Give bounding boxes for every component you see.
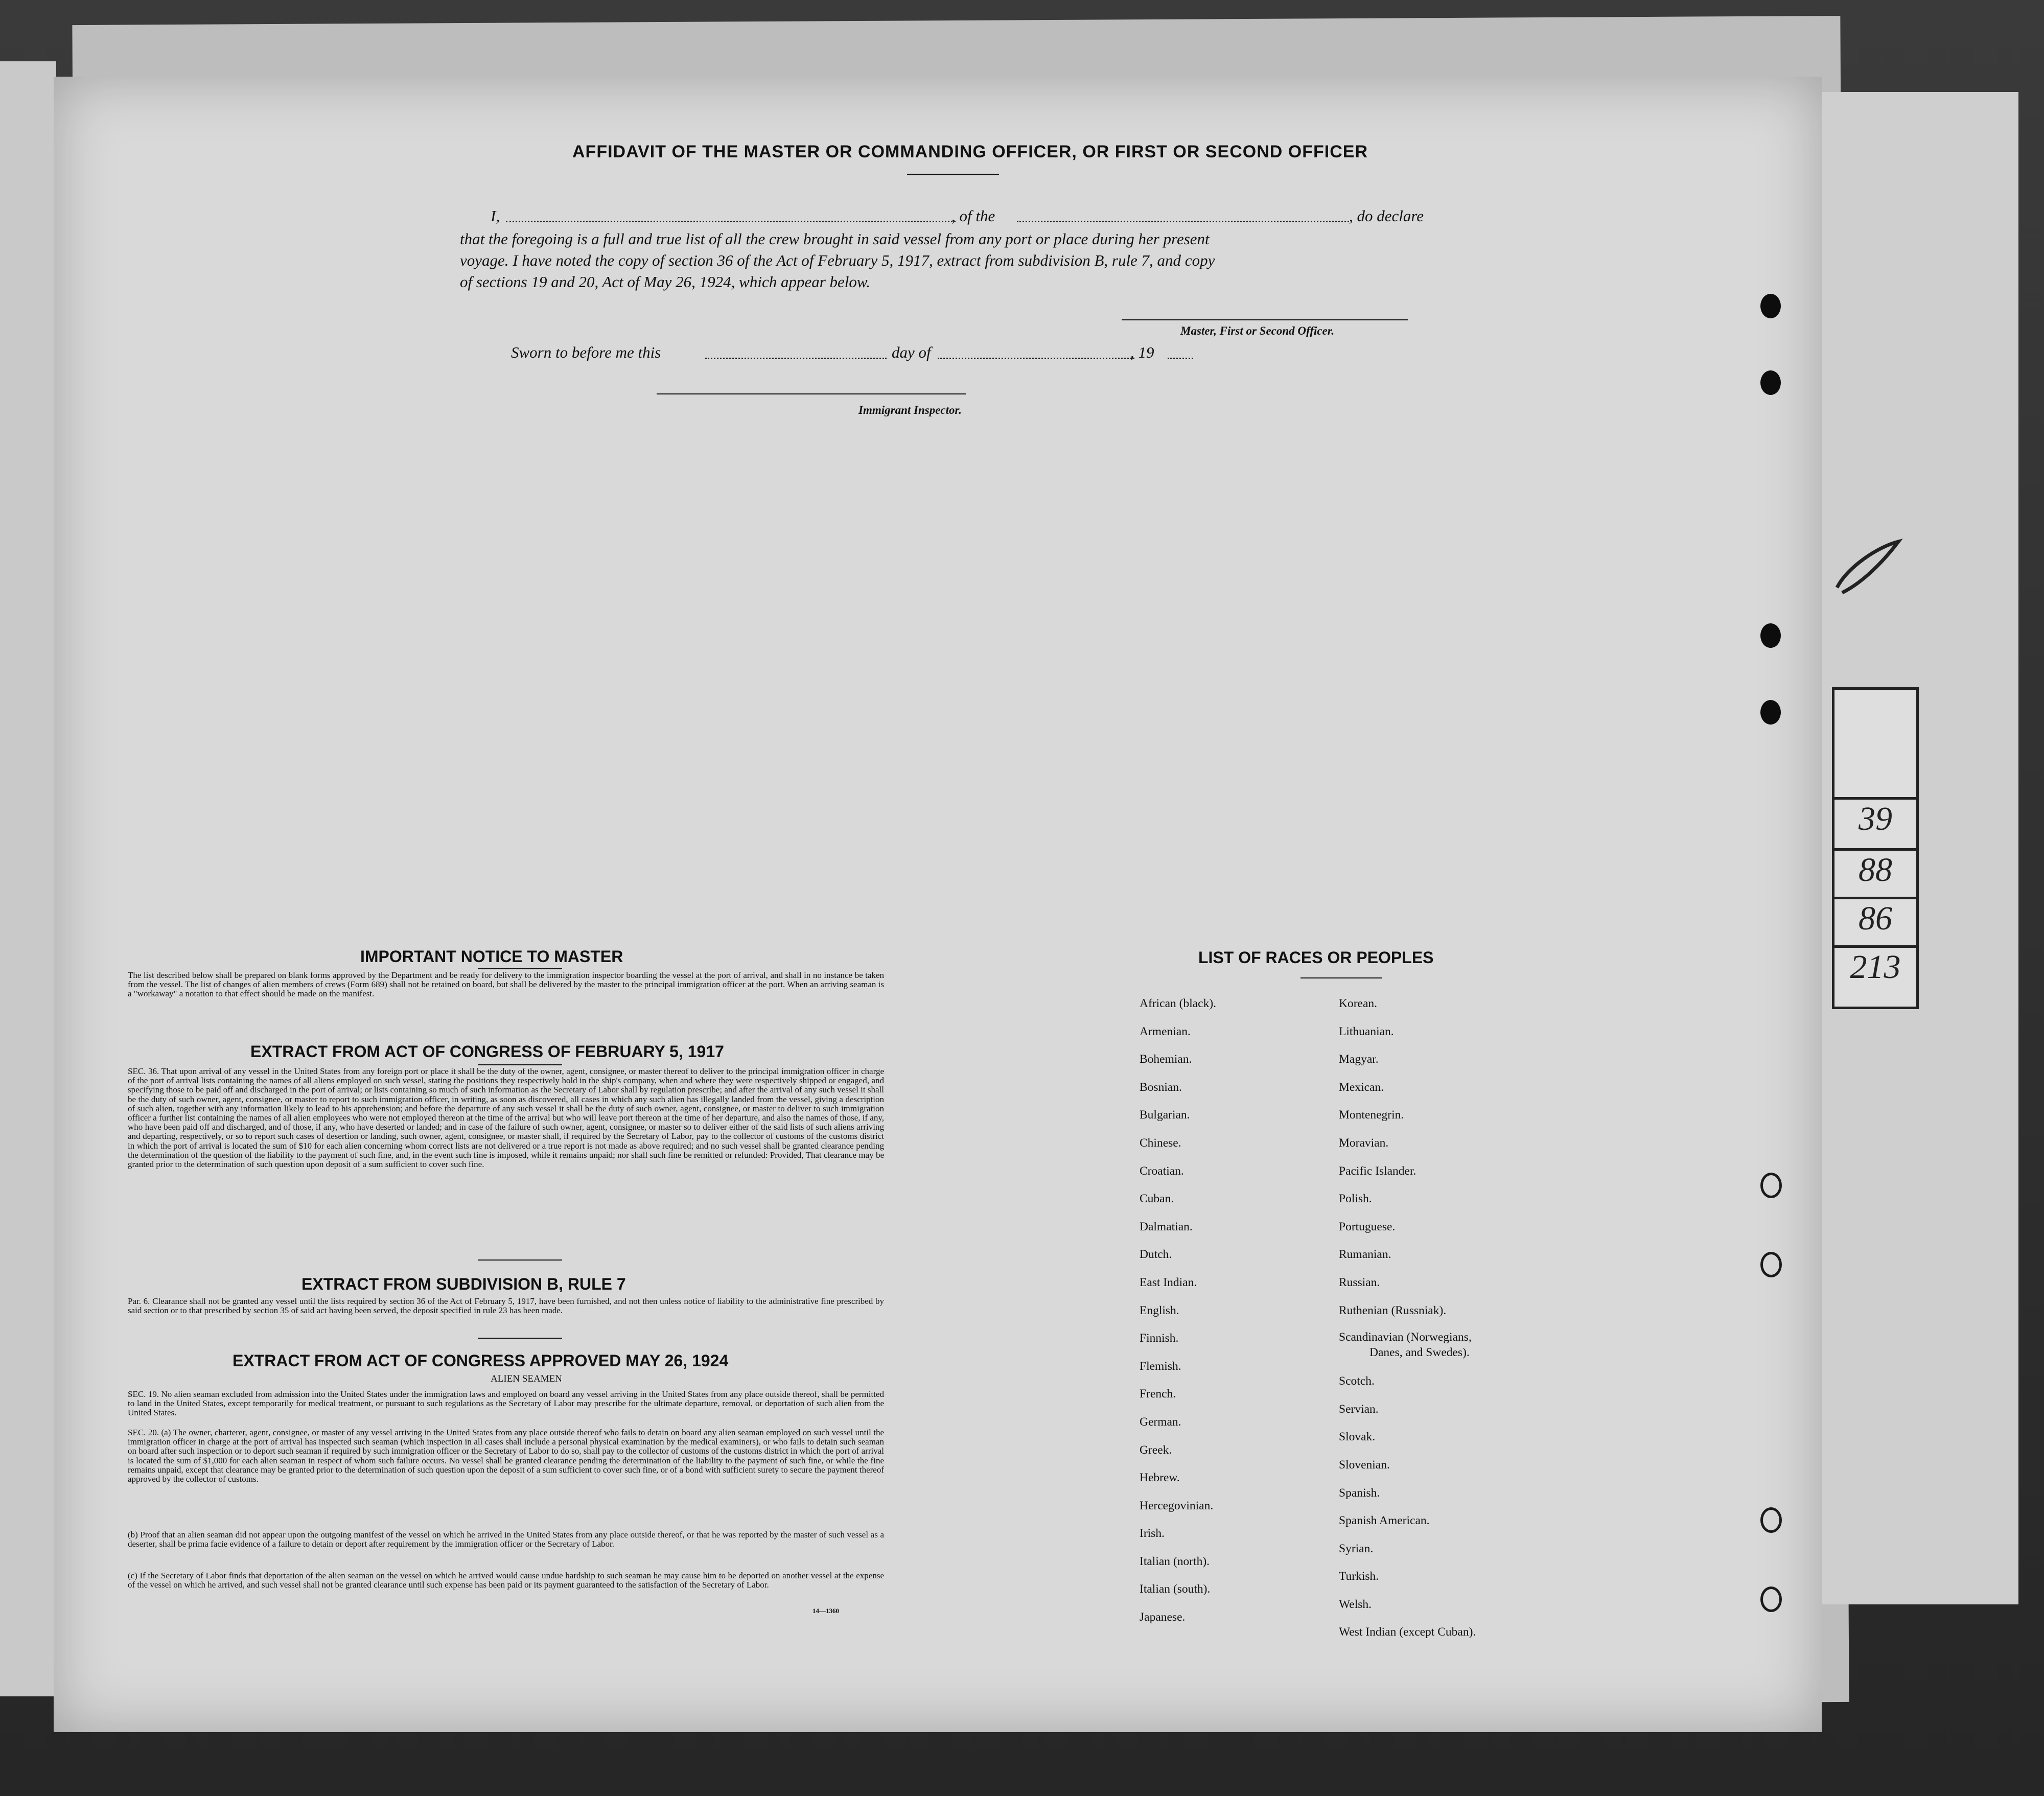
notice-rule — [478, 968, 562, 969]
affidavit-line-4: of sections 19 and 20, Act of May 26, 1924, which appear below. — [460, 273, 871, 291]
year-blank — [1168, 358, 1193, 359]
race-item: German. — [1140, 1415, 1181, 1429]
race-item: Moravian. — [1339, 1136, 1389, 1150]
race-item: Bulgarian. — [1140, 1108, 1190, 1122]
punch-hole — [1760, 294, 1781, 318]
affidavit-title: AFFIDAVIT OF THE MASTER OR COMMANDING OFFICER, OR FIRST OR SECOND OFFICER — [572, 142, 1368, 161]
race-item: Armenian. — [1140, 1024, 1191, 1038]
race-item: Greek. — [1140, 1443, 1172, 1457]
vessel-blank — [1017, 221, 1349, 222]
margin-note-4: 213 — [1834, 945, 1916, 1004]
act1917-rule — [478, 1064, 562, 1065]
race-item: Ruthenian (Russniak). — [1339, 1303, 1447, 1317]
underlying-page-left — [0, 61, 56, 1696]
act1917-title: EXTRACT FROM ACT OF CONGRESS OF FEBRUARY 5, 1917 — [250, 1042, 724, 1061]
punch-hole — [1760, 370, 1781, 395]
affidavit-line-2: that the foregoing is a full and true list of all the crew brought in said vessel from any port or place during her present — [460, 230, 1210, 248]
punch-hole — [1760, 623, 1781, 648]
race-item: Dalmatian. — [1140, 1220, 1193, 1233]
day-of-label: day of — [892, 343, 931, 361]
race-item: Danes, and Swedes). — [1369, 1346, 1470, 1360]
margin-note-2: 88 — [1834, 848, 1916, 899]
races-column-2 — [1339, 990, 1476, 1646]
race-item: African (black). — [1140, 997, 1217, 1010]
race-item: West Indian (except Cuban). — [1339, 1625, 1476, 1639]
race-item: Scandinavian (Norwegians, — [1339, 1331, 1472, 1344]
punch-hole — [1760, 700, 1781, 725]
race-item: Dutch. — [1140, 1248, 1172, 1262]
title-underline — [907, 174, 999, 175]
race-item: Hercegovinian. — [1140, 1499, 1214, 1512]
sworn-day-blank — [705, 358, 887, 359]
inspector-label: Immigrant Inspector. — [858, 404, 962, 416]
notice-title: IMPORTANT NOTICE TO MASTER — [360, 947, 623, 966]
race-item: Turkish. — [1339, 1570, 1379, 1583]
rule7-text: Par. 6. Clearance shall not be granted any vessel until the lists required by section 36 of the Act of February 5, 1917, have been furnished, and not then unless notice of liability to the administrative fine prescribed by said section or to that prescribed by section 35 of said act having been served, the deposit specified in rule 23 has been made. — [128, 1296, 884, 1316]
race-item: Pacific Islander. — [1339, 1164, 1416, 1178]
race-item: Cuban. — [1140, 1192, 1174, 1206]
race-item: Lithuanian. — [1339, 1024, 1394, 1038]
race-item: Korean. — [1339, 997, 1378, 1010]
form-number: 14—1360 — [812, 1607, 839, 1615]
punch-hole — [1760, 1587, 1782, 1612]
punch-hole — [1760, 1173, 1782, 1198]
inspector-signature-line — [657, 393, 966, 394]
notice-text: The list described below shall be prepared on blank forms approved by the Department and be ready for delivery to the immigration inspector boarding the vessel at the port of arrival, and shall in no instance be taken from the vessel. The list of changes of alien members of crews (Form 689) shall not be retained on board, but shall be delivered by the master to the principal immigration officer at the port. When an arriving seaman is a "workaway" a notation to that effect should be made on the manifest. — [128, 970, 884, 999]
punch-hole — [1760, 1252, 1782, 1277]
race-item: Italian (north). — [1140, 1554, 1210, 1568]
race-item: Flemish. — [1140, 1359, 1181, 1373]
margin-note-3: 86 — [1834, 897, 1916, 948]
race-item: Irish. — [1140, 1527, 1165, 1541]
race-item: Bohemian. — [1140, 1053, 1192, 1066]
act1924-sec19: SEC. 19. No alien seaman excluded from admission into the United States under the immigration laws and employed on board any vessel arriving in the United States from any place outside thereof, shall be permitted to land in the United States, except temporarily for medical treatment, or pursuant to such regulations as the Secretary of Labor may prescribe for the ultimate departure, removal, or deportation of such alien from the United States. — [128, 1389, 884, 1418]
race-item: Spanish. — [1339, 1486, 1380, 1500]
sworn-label: Sworn to before me this — [511, 343, 661, 361]
race-item: Hebrew. — [1140, 1471, 1180, 1485]
races-rule — [1300, 977, 1382, 978]
race-item: Bosnian. — [1140, 1080, 1182, 1094]
race-item: Servian. — [1339, 1402, 1379, 1416]
race-item: Japanese. — [1140, 1611, 1186, 1624]
race-item: English. — [1140, 1303, 1179, 1317]
affidavit-declare: , do declare — [1349, 207, 1424, 225]
affidavit-i: I, — [491, 207, 500, 225]
race-item: Syrian. — [1339, 1542, 1374, 1555]
rule7-top-rule — [478, 1259, 562, 1261]
race-item: Welsh. — [1339, 1597, 1372, 1611]
race-item: Rumanian. — [1339, 1248, 1391, 1262]
master-signature-line — [1122, 319, 1408, 320]
race-item: French. — [1140, 1387, 1176, 1401]
name-blank — [506, 221, 956, 222]
races-title: LIST OF RACES OR PEOPLES — [1198, 948, 1434, 967]
race-item: Chinese. — [1140, 1136, 1181, 1150]
race-item: Italian (south). — [1140, 1582, 1211, 1596]
races-column-1 — [1140, 990, 1216, 1631]
race-item: Magyar. — [1339, 1053, 1379, 1066]
race-item: Russian. — [1339, 1275, 1380, 1289]
race-item: East Indian. — [1140, 1275, 1197, 1289]
race-item: Slovak. — [1339, 1430, 1376, 1444]
margin-tally-box — [1832, 687, 1919, 1009]
race-item: Polish. — [1339, 1192, 1372, 1206]
month-blank — [938, 358, 1134, 359]
race-item: Scotch. — [1339, 1374, 1375, 1388]
race-item: Mexican. — [1339, 1080, 1384, 1094]
act1924-top-rule — [478, 1338, 562, 1339]
affidavit-line-3: voyage. I have noted the copy of section 36 of the Act of February 5, 1917, extract from subdivision B, rule 7, and copy — [460, 251, 1215, 269]
race-item: Portuguese. — [1339, 1220, 1396, 1233]
race-item: Finnish. — [1140, 1332, 1179, 1345]
act1924-subtitle: ALIEN SEAMEN — [491, 1373, 562, 1384]
margin-note-1: 39 — [1834, 797, 1916, 851]
act1924-sec20a: SEC. 20. (a) The owner, charterer, agent, consignee, or master of any vessel arriving in the United States from any place outside thereof who fails to detain on board any alien seaman employed on such vessel until the immigration officer in charge at the port of arrival has inspected such seaman (which inspection in all cases shall include a personal physical examination by the medical examiners), or who fails to detain such seaman on board after such inspection or to deport such seaman if required by such immigration officer or the Secretary of Labor to do so, shall pay to the collector of customs of the customs district in which the port of arrival is located the sum of $1,000 for each alien seaman in respect of whom such failure occurs. No vessel shall be granted clearance pending the determination of the liability to the payment of such fine, or while the fine remains unpaid, except that clearance may be granted prior to the determination of such question upon the deposit of a sum sufficient to cover such fine, or of a bond with sufficient surety to secure the payment thereof approved by the collector of customs. — [128, 1428, 884, 1484]
race-item: Croatian. — [1140, 1164, 1184, 1178]
pencil-mark — [1832, 537, 1903, 598]
act1917-text: SEC. 36. That upon arrival of any vessel in the United States from any foreign port or place it shall be the duty of the owner, agent, consignee, or master thereof to deliver to the principal immigration officer in charge of the port of arrival lists containing the names of all aliens employed on such vessel, stating the positions they respectively hold in the ship's company, when and where they were respectively shipped or engaged, and specifying those to be paid off and discharged in the port of arrival; or lists containing so much of such information as the Secretary of Labor shall by regulation prescribe; and after the arrival of any such vessel it shall be the duty of such owner, agent, consignee, or master to report to such immigration officer, in writing, as soon as discovered, all cases in which any such alien has illegally landed from the vessel, giving a description of such alien, together with any information likely to lead to his apprehension; and before the departure of any such vessel it shall be the duty of such owner, agent, consignee, or master to deliver to such immigration officer a further list containing the names of all alien employees who were not employed thereon at the time of the arrival but who will leave port thereon at the time of her departure, and also the names of those, if any, who have been paid off and discharged, and of those, if any, who have deserted or landed; and in case of the failure of such owner, agent, consignee, or master so to deliver either of the said lists of such aliens arriving and departing, respectively, or so to report such cases of desertion or landing, such owner, agent, consignee, or master shall, if required by the Secretary of Labor, pay to the collector of customs of the customs district in which the port of arrival is located the sum of $10 for each alien concerning whom correct lists are not delivered or a true report is not made as above required; and no such vessel shall be granted clearance pending the determination of the question of the liability to the payment of such fine, and, in the event such fine is imposed, while it remains unpaid; nor shall such fine be remitted or refunded: Provided, That clearance may be granted prior to the determination of such question upon deposit of a sum sufficient to cover such fine. — [128, 1066, 884, 1170]
master-signature-label: Master, First or Second Officer. — [1180, 324, 1335, 337]
race-item: Spanish American. — [1339, 1514, 1430, 1528]
act1924-sec20b: (b) Proof that an alien seaman did not appear upon the outgoing manifest of the vessel on which he arrived in the United States from any place outside thereof, or that he was reported by the master of such vessel as a deserter, shall be prima facie evidence of a failure to detain or deport after requirement by the immigration officer or the Secretary of Labor. — [128, 1530, 884, 1549]
affidavit-of-the: , of the — [951, 207, 995, 225]
race-item: Slovenian. — [1339, 1458, 1390, 1472]
rule7-title: EXTRACT FROM SUBDIVISION B, RULE 7 — [301, 1275, 626, 1293]
act1924-sec20c: (c) If the Secretary of Labor finds that deportation of the alien seaman on the vessel on which he arrived would cause undue hardship to such seaman he may cause him to be deported on another vessel at the expense of the vessel on which he arrived, and such vessel shall not be granted clearance until such expense has been paid or its payment guaranteed to the satisfaction of the Secretary of Labor. — [128, 1571, 884, 1590]
race-item: Montenegrin. — [1339, 1108, 1404, 1122]
punch-hole — [1760, 1507, 1782, 1533]
year-label: , 19 — [1130, 343, 1154, 361]
act1924-title: EXTRACT FROM ACT OF CONGRESS APPROVED MAY 26, 1924 — [233, 1351, 729, 1370]
